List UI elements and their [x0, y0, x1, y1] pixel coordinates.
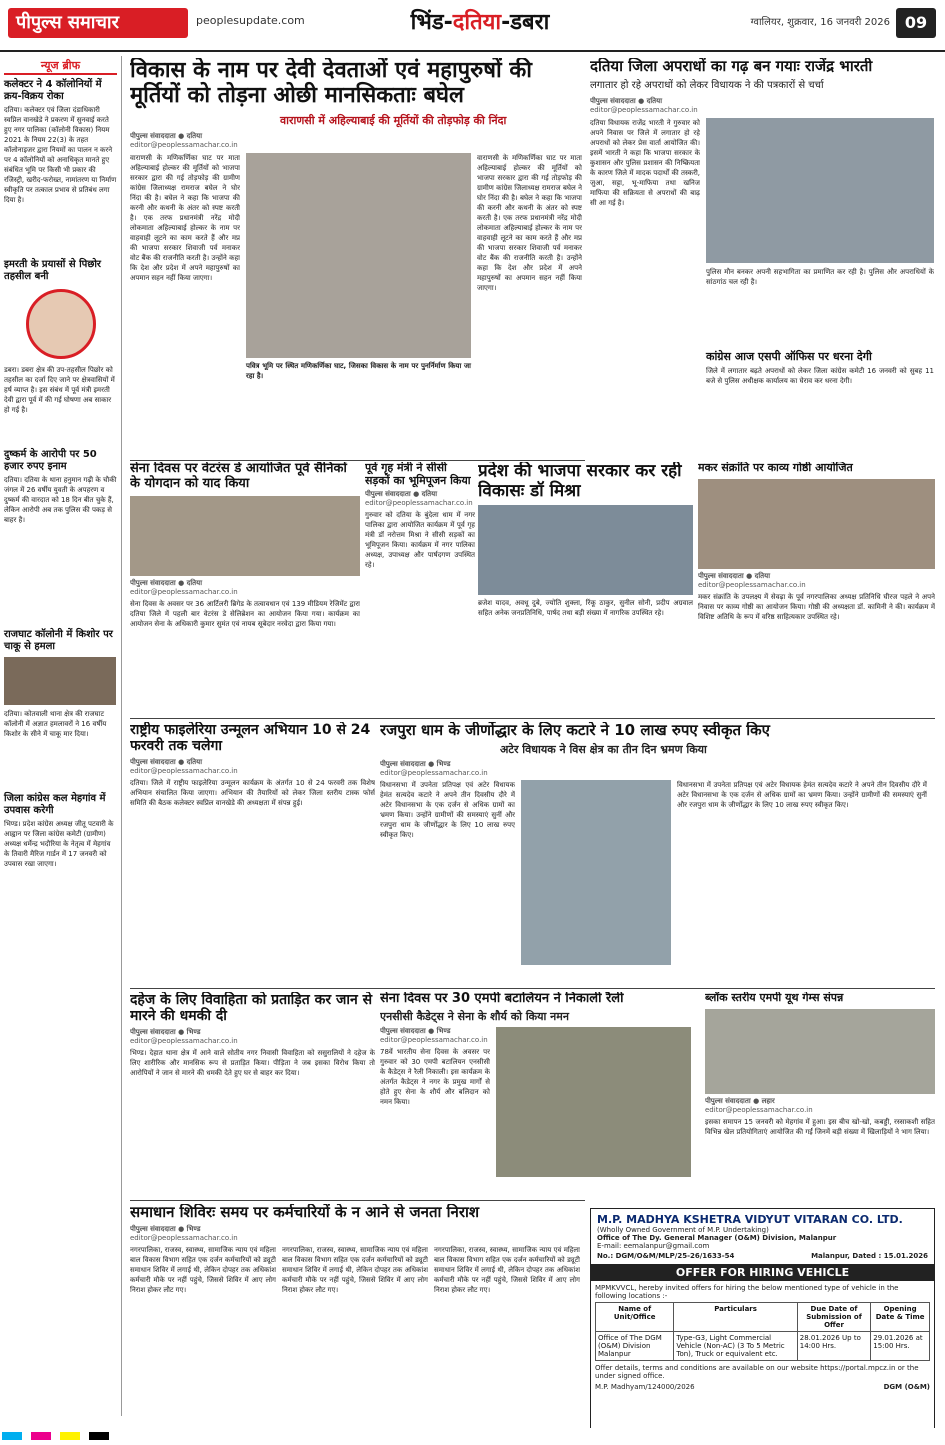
- games-photo: [705, 1009, 935, 1094]
- divider: [130, 718, 935, 719]
- ad-band: OFFER FOR HIRING VEHICLE: [591, 1264, 934, 1281]
- article-body-continued: विधानसभा में उपनेता प्रतिपक्ष एवं अटेर विधायक हेमंत सत्यदेव कटारे ने अपने तीन दिवसीय दौरे में अटेर विधानसभा के एक दर्जन से अधिक ग्रामों का भ्रमण किया। उन्होंने ग्रामीणों की समस्याएं सुनीं और रजपुरा धाम के जीर्णोद्धार के लिए 10 लाख रुपए स्वीकृत किए।: [677, 781, 927, 810]
- byline: पीपुल्स संवाददाता ● भिण्ड: [130, 1225, 201, 1234]
- statue-photo: [521, 780, 671, 965]
- edition-prefix: भिंड-: [410, 10, 453, 35]
- swatch-yellow: [60, 1432, 80, 1440]
- email[interactable]: editor@peoplessamachar.co.in: [130, 767, 238, 776]
- article-body: इसका समापन 15 जनवरी को मेहगांव में हुआ। इस बीच खो-खो, कबड्डी, रस्साकशी सहित विभिन्न खेल प्रतियोगिताएं आयोजित की गईं जिनमें बड़ी संख्या में खिलाड़ियों ने भाग लिया।: [705, 1117, 935, 1136]
- article-body: भिण्ड। देहात थाना क्षेत्र में आने वाले सोतीय नगर निवासी विवाहिता को ससुरालियों ने दहेज के लिए शारीरिक और मानसिक रूप से प्रताड़ित किया। पीड़िता ने जब इसका विरोध किया तो आरोपियों ने जान से मारने की धमकी देते हुए घर से बाहर कर दिया।: [130, 1049, 375, 1078]
- article-body: ब्रजेश यादव, अवधू दुबे, ज्योति शुक्ला, रिंकू ठाकुर, सुनील सोनी, प्रदीप अग्रवाल सहित अनेक जनप्रतिनिधि, पार्षद तथा बड़ी संख्या में नागरिक उपस्थित रहे।: [478, 599, 693, 618]
- headline: समाधान शिविरः समय पर कर्मचारियों के न आने से जनता निराश: [130, 1204, 480, 1221]
- byline: पीपुल्स संवाददाता ● लहार: [705, 1096, 775, 1105]
- email[interactable]: editor@peoplessamachar.co.in: [130, 587, 238, 596]
- headline: सेना दिवस पर 30 एमपी बटालियन ने निकाली रैली: [380, 992, 624, 1006]
- rubble-photo: [246, 153, 471, 358]
- article-veterans: [130, 462, 360, 712]
- byline: पीपुल्स संवाददाता ● दतिया: [130, 578, 203, 587]
- swatch-cyan: [2, 1432, 22, 1440]
- brand-logo: पीपुल्स समाचार: [8, 8, 188, 38]
- ad-col: Due Date of Submission of Offer: [797, 1303, 871, 1332]
- email[interactable]: editor@peoplessamachar.co.in: [130, 140, 238, 149]
- article-filaria: [130, 722, 375, 984]
- article-rajpura: [380, 722, 935, 984]
- article-poetry: [698, 462, 935, 712]
- byline: पीपुल्स संवाददाता ● दतिया: [365, 490, 438, 499]
- email[interactable]: editor@peoplessamachar.co.in: [380, 1035, 488, 1044]
- subhead: अटेर विधायक ने विस क्षेत्र का तीन दिन भ्रमण किया: [500, 743, 707, 757]
- edition-suffix: -डबरा: [501, 10, 550, 35]
- ad-date: Malanpur, Dated : 15.01.2026: [811, 1252, 928, 1260]
- veterans-photo: [130, 496, 360, 576]
- article-dowry: [130, 992, 375, 1197]
- headline: दहेज के लिए विवाहिता को प्रताड़ित कर जान से मारने की धमकी दी: [130, 992, 373, 1025]
- poetry-photo: [698, 479, 935, 569]
- article-mishra: [478, 462, 693, 712]
- ad-company: M.P. MADHYA KSHETRA VIDYUT VITARAN CO. LTD.: [597, 1213, 903, 1226]
- email[interactable]: editor@peoplessamachar.co.in: [590, 106, 698, 115]
- headline: मकर संक्रांति पर काव्य गोष्ठी आयोजित: [698, 462, 853, 474]
- headline: सेना दिवस पर वेटरंस डे आयोजित पूर्व सैनिकों के योगदान को याद किया: [130, 462, 347, 491]
- hospital-photo: [4, 657, 116, 705]
- site-url[interactable]: peoplesupdate.com: [196, 14, 305, 27]
- divider: [130, 460, 585, 461]
- email[interactable]: editor@peoplessamachar.co.in: [698, 580, 806, 589]
- article-body: दतिया। जिले में राष्ट्रीय फाइलेरिया उन्मूलन कार्यक्रम के अंतर्गत 10 से 24 फरवरी तक विशेष अभियान संचालित किया जाएगा। अभियान की तैयारियों को लेकर जिला स्तरीय टास्क फोर्स समिति की बैठक कलेक्टर स्वप्निल वानखेडे की अध्यक्षता में संपन्न हुई।: [130, 779, 375, 808]
- ad-col: Particulars: [674, 1303, 797, 1332]
- brief-body: दतिया। कलेक्टर एवं जिला दंडाधिकारी स्वप्निल वानखेडे ने प्रकरण में सुनवाई करते हुए नगर पालिका (कॉलोनी विकास) नियम 2021 के नियम 22(3) के तहत कॉलोनाइजर द्वारा नियमों का पालन न करने पर 4 कॉलोनियों को अनाधिकृत मानते हुए संबंधित भूमि पर किसी भी प्रकार की रजिस्ट्री, खरीद-फरोख्त, नामांतरण या निर्माण स्वीकृति पर तत्काल प्रभाव से प्रतिबंध लगा दिया है।: [4, 106, 117, 204]
- article-body: वाराणसी के मणिकर्णिका घाट पर माता अहिल्याबाई होल्कर की मूर्तियों को भाजपा सरकार द्वारा की गई तोड़फोड़ की ग्रामीण कांग्रेस जिलाध्यक्ष रामराज बघेल ने घोर निंदा की है। बघेल ने कहा कि भाजपा की करनी और कथनी के अंतर को स्पष्ट करती है। एक तरफ प्रधानमंत्री नरेंद्र मोदी लोकमाता अहिल्याबाई होल्कर के नाम पर वाहवाही लूटने का काम करते हैं और मप्र की भाजपा सरकार शिवाजी पर्व मनाकर वोट बैंक की राजनीति करती है। उन्होंने कहा कि देश और प्रदेश में अपने महापुरुषों का अपमान सहन नहीं किया जाएगा।: [130, 153, 240, 282]
- headline: ब्लॉक स्तरीय एमपी यूथ गेम्स संपन्न: [705, 992, 844, 1004]
- article-body: मकर संक्रांति के उपलक्ष्य में सेवढ़ा के पूर्व नगरपालिका अध्यक्ष प्रतिनिधि घीरज पहले ने अपने निवास पर काव्य गोष्ठी का आयोजन किया। गोष्ठी की अध्यक्षता डॉ. कामिनी ने की। कार्यक्रम में विशिष्ट अतिथि के रूप में वरिष्ठ साहित्यकार उपस्थित रहे।: [698, 592, 935, 621]
- ad-col: Opening Date & Time: [871, 1303, 930, 1332]
- headline: रजपुरा धाम के जीर्णोद्धार के लिए कटारे ने 10 लाख रुपए स्वीकृत किए: [380, 722, 770, 739]
- ad-footer-ref: M.P. Madhyam/124000/2026: [595, 1383, 695, 1391]
- brief-title: कलेक्टर ने 4 कॉलोनियों में क्रय-विक्रय रोका: [4, 79, 102, 102]
- article-body-continued: वाराणसी के मणिकर्णिका घाट पर माता अहिल्याबाई होल्कर की मूर्तियों को भाजपा सरकार द्वारा की गई तोड़फोड़ की ग्रामीण कांग्रेस जिलाध्यक्ष रामराज बघेल ने घोर निंदा की है। बघेल ने कहा कि भाजपा की करनी और कथनी के अंतर को स्पष्ट करती है। एक तरफ प्रधानमंत्री नरेंद्र मोदी लोकमाता अहिल्याबाई होल्कर के नाम पर वाहवाही लूटने का काम करते हैं और मप्र की भाजपा सरकार शिवाजी पर्व मनाकर वोट बैंक की राजनीति करती है। उन्होंने कहा कि देश और प्रदेश में अपने महापुरुषों का अपमान सहन नहीं किया जाएगा।: [477, 153, 582, 292]
- article-body-continued: नगरपालिका, राजस्व, स्वास्थ्य, सामाजिक न्याय एवं महिला बाल विकास विभाग सहित एक दर्जन कर्मचारियों को ड्यूटी समाधान शिविर में लगाई थी, लेकिन दोपहर तक अधिकांश कर्मचारी मौके पर नहीं पहुंचे, जिससे शिविर में आए लोग निराश होकर लौट गए।: [434, 1246, 580, 1295]
- vehicle-hire-ad: [590, 1208, 935, 1438]
- headline: दतिया जिला अपराधों का गढ़ बन गयाः राजेंद्र भारती: [590, 58, 873, 75]
- dateline: ग्वालियर, शुक्रवार, 16 जनवरी 2026: [750, 17, 890, 28]
- ad-col: Name of Unit/Office: [596, 1303, 674, 1332]
- ad-line2: (Wholly Owned Government of M.P. Undertaking): [597, 1226, 769, 1234]
- article-body-continued: नगरपालिका, राजस्व, स्वास्थ्य, सामाजिक न्याय एवं महिला बाल विकास विभाग सहित एक दर्जन कर्मचारियों को ड्यूटी समाधान शिविर में लगाई थी, लेकिन दोपहर तक अधिकांश कर्मचारी मौके पर नहीं पहुंचे, जिससे शिविर में आए लोग निराश होकर लौट गए।: [282, 1246, 428, 1295]
- ad-note: Offer details, terms and conditions are available on our website https://portal.mpcz.in or the under signed office.: [595, 1364, 919, 1380]
- brief-body: दतिया। दतिया के थाना हनुमान गढ़ी के चौकी जंगल में 26 वर्षीय युवती के अपहरण व दुष्कर्म की वारदात को 18 दिन बीत चुके हैं, लेकिन आरोपी अब तक पुलिस की पकड़ से बाहर है।: [4, 476, 117, 524]
- swatch-black: [89, 1432, 109, 1440]
- byline: पीपुल्स संवाददाता ● दतिया: [130, 758, 203, 767]
- sub-headline: कांग्रेस आज एसपी ऑफिस पर धरना देगी: [706, 350, 872, 364]
- subhead: लगातार हो रहे अपराधों को लेकर विधायक ने की पत्रकारों से चर्चा: [590, 80, 824, 92]
- brief-title: इमरती के प्रयासों से पिछोर तहसील बनी: [4, 259, 102, 282]
- article-body: नगरपालिका, राजस्व, स्वास्थ्य, सामाजिक न्याय एवं महिला बाल विकास विभाग सहित एक दर्जन कर्मचारियों को ड्यूटी समाधान शिविर में लगाई थी, लेकिन दोपहर तक अधिकांश कर्मचारी मौके पर नहीं पहुंचे, जिससे शिविर में आए लोग निराश होकर लौट गए।: [130, 1246, 276, 1295]
- edition-highlight: दतिया: [452, 10, 502, 35]
- article-ncc-rally: [380, 992, 700, 1197]
- ad-cell: 29.01.2026 at 15:00 Hrs.: [871, 1332, 930, 1361]
- edition-title: [360, 6, 600, 42]
- article-body: सेना दिवस के अवसर पर 36 आर्टिलरी ब्रिगेड के तत्वावधान एवं 139 मीडियम रेजिमेंट द्वारा दतिया जिले में पहली बार वेटरंस डे सेलिब्रेशन का आयोजन किया गया। कार्यक्रम का आयोजन सेना के अधिकारी कुमार सुमंत एवं नायब सूबेदार नरवेदा द्वारा किया गया।: [130, 599, 360, 628]
- news-brief-title: न्यूज ब्रीफ: [4, 58, 117, 75]
- divider: [130, 988, 935, 989]
- ad-line3: Office of The Dy. General Manager (O&M) Division, Malanpur: [597, 1234, 837, 1242]
- email[interactable]: editor@peoplessamachar.co.in: [130, 1037, 238, 1046]
- ad-intro: MPMKVVCL, hereby invited offers for hiring the below mentioned type of vehicle in the following locations :-: [595, 1284, 899, 1300]
- byline: पीपुल्स संवाददाता ● दतिया: [130, 131, 203, 140]
- article-caption: पुलिस मौन बनकर अपनी सहभागिता का प्रमाणित कर रही है। पुलिस और अपराधियों के सांठगांठ चल रही है।: [706, 268, 934, 287]
- byline: पीपुल्स संवाददाता ● भिण्ड: [380, 760, 451, 769]
- masthead: [0, 0, 945, 52]
- article-body: गुरुवार को दतिया के बुंदेला धाम में नगर पालिका द्वारा आयोजित कार्यक्रम में पूर्व गृह मंत्री डॉ नरोत्तम मिश्रा ने सीसी सड़कों का भूमिपूजन किया। कार्यक्रम में नगर पालिका अध्यक्ष, उपाध्यक्ष और पार्षदगण उपस्थित रहे।: [365, 511, 475, 570]
- ad-cell: Office of The DGM (O&M) Division Malanpur: [596, 1332, 674, 1361]
- headline: पूर्व गृह मंत्री ने सीसी सड़कों का भूमिपूजन किया: [365, 462, 471, 487]
- email[interactable]: editor@peoplessamachar.co.in: [380, 769, 488, 778]
- article-samadhan: [130, 1204, 585, 1424]
- article-youth-games: [705, 992, 935, 1197]
- headline: प्रदेश की भाजपा सरकार कर रही विकासः डॉ मिश्रा: [478, 462, 682, 501]
- article-bagel: [130, 58, 585, 458]
- email[interactable]: editor@peoplessamachar.co.in: [705, 1105, 813, 1114]
- headline: राष्ट्रीय फाइलेरिया उन्मूलन अभियान 10 से 24 फरवरी तक चलेगा: [130, 722, 371, 755]
- brief-title: जिला कांग्रेस कल मेहगांव में उपवास करेगी: [4, 793, 106, 816]
- ad-table-header: [596, 1303, 930, 1332]
- ad-table-row: [596, 1332, 930, 1361]
- byline: पीपुल्स संवाददाता ● भिण्ड: [130, 1028, 201, 1037]
- email[interactable]: editor@peoplessamachar.co.in: [365, 499, 473, 508]
- email[interactable]: editor@peoplessamachar.co.in: [130, 1234, 238, 1243]
- brief-title: दुष्कर्म के आरोपी पर 50 हजार रुपए इनाम: [4, 449, 97, 472]
- news-brief-column: [0, 56, 122, 1416]
- article-cc-roads: [365, 462, 475, 712]
- byline: पीपुल्स संवाददाता ● दतिया: [698, 571, 771, 580]
- sub-body: जिले में लगातार बढ़ते अपराधों को लेकर जिला कांग्रेस कमेटी 16 जनवरी को सुबह 11 बजे से पुलिस अधीक्षक कार्यालय का घेराव कर धरना देगी।: [706, 366, 934, 385]
- ad-email[interactable]: E-mail: eemalanpur@gmail.com: [597, 1242, 710, 1250]
- swatch-magenta: [31, 1432, 51, 1440]
- ad-cell: Type-G3, Light Commercial Vehicle (Non-AC) (3 To 5 Metric Ton), Truck or equivalent etc.: [674, 1332, 797, 1361]
- divider: [130, 1200, 585, 1201]
- ad-ref: No.: DGM/O&M/MLP/25-26/1633-54: [597, 1252, 735, 1260]
- subhead: वाराणसी में अहिल्याबाई की मूर्तियों की तोड़फोड़ की निंदा: [280, 113, 507, 127]
- print-color-bar: [0, 1428, 945, 1445]
- press-conference-photo: [706, 118, 934, 263]
- photo-caption: पवित्र भूमि पर स्थित मणिकर्णिका घाट, जिसका विकास के नाम पर पुनर्निर्माण किया जा रहा है।: [246, 361, 471, 380]
- page-number: 09: [896, 8, 936, 38]
- rally-photo: [496, 1027, 691, 1177]
- headline: विकास के नाम पर देवी देवताओं एवं महापुरुषों की मूर्तियों को तोड़ना ओछी मानसिकताः बघेल: [130, 58, 532, 109]
- ad-table: [595, 1302, 930, 1361]
- byline: पीपुल्स संवाददाता ● भिण्ड: [380, 1026, 451, 1035]
- ad-cell: 28.01.2026 Up to 14:00 Hrs.: [797, 1332, 871, 1361]
- article-body: विधानसभा में उपनेता प्रतिपक्ष एवं अटेर विधायक हेमंत सत्यदेव कटारे ने अपने तीन दिवसीय दौरे में अटेर विधानसभा के एक दर्जन से अधिक ग्रामों का भ्रमण किया। उन्होंने ग्रामीणों की समस्याएं सुनीं और रजपुरा धाम के जीर्णोद्धार के लिए 10 लाख रुपए स्वीकृत किए।: [380, 781, 515, 840]
- article-body: दतिया विधायक राजेंद्र भारती ने गुरुवार को अपने निवास पर जिले में लगातार हो रहे अपराधों को लेकर प्रेस वार्ता आयोजित की। इसमें भारती ने कहा कि भाजपा सरकार के कुशासन और पुलिस प्रशासन की निष्क्रियता के कारण जिले में मादक पदार्थों की तस्करी, जुआ, सट्टा, भू-माफिया तथा खनिज माफिया की सक्रियता से अपराधों की बाढ़ सी आ गई है।: [590, 119, 700, 208]
- brief-body: डबरा। डबरा क्षेत्र की उप-तहसील पिछोर को तहसील का दर्जा दिए जाने पर क्षेत्रवासियों में हर्ष व्याप्त है। इस संबंध में पूर्व मंत्री इमरती देवी द्वारा पूर्व में की गई घोषणा अब साकार हो गई है।: [4, 366, 115, 414]
- article-body: 78वें भारतीय सेना दिवस के अवसर पर गुरुवार को 30 एमपी बटालियन एनसीसी के कैडेट्स ने रैली निकाली। इस कार्यक्रम के अंतर्गत कैडेट्स ने नगर के प्रमुख मार्गों से होते हुए सेना के शौर्य और बलिदान को नमन किया।: [380, 1047, 490, 1106]
- brief-body: दतिया। कोतवाली थाना क्षेत्र की राजघाट कॉलोनी में अज्ञात हमलावरों ने 16 वर्षीय किशोर के सीने में चाकू मार दिया।: [4, 710, 107, 738]
- brief-title: राजघाट कॉलोनी में किशोर पर चाकू से हमला: [4, 629, 113, 652]
- person-photo: [26, 289, 96, 359]
- event-photo: [478, 505, 693, 595]
- byline: पीपुल्स संवाददाता ● दतिया: [590, 97, 663, 106]
- brief-body: भिण्ड। प्रदेश कांग्रेस अध्यक्ष जीतू पटवारी के आह्वान पर जिला कांग्रेस कमेटी (ग्रामीण) अध्यक्ष धर्मेन्द्र भदौरिया के नेतृत्व में मेहगांव के तिवारी मैरिज गार्डन में 17 जनवरी को उपवास रखा जाएगा।: [4, 820, 114, 868]
- subhead: एनसीसी कैडेट्स ने सेना के शौर्य को किया नमन: [380, 1009, 569, 1023]
- article-bharti: [590, 58, 935, 478]
- ad-sign: DGM (O&M): [883, 1383, 930, 1391]
